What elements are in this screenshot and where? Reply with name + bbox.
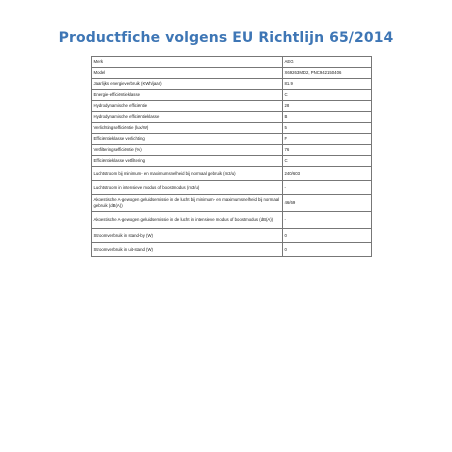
- table-row: [92, 156, 372, 167]
- table-row: [92, 123, 372, 134]
- table-row: [92, 181, 372, 195]
- table-row: [92, 212, 372, 229]
- table-row: [92, 68, 372, 79]
- row-value: 28: [283, 101, 372, 112]
- row-label: Energie-efficiëntieklasse: [92, 90, 283, 101]
- row-label: Stroomverbruik in stand-by (W): [92, 229, 283, 243]
- product-spec-table: [91, 56, 372, 257]
- row-value: X69263MD2, PNC942150406: [283, 68, 372, 79]
- row-label: Akoestische A-gewogen geluidsemissie in de lucht bij minimum- en maximumsnelheid bij normaal gebruik (dB(A)): [92, 195, 283, 212]
- table-row: [92, 167, 372, 181]
- row-value: 0: [283, 229, 372, 243]
- row-label: Hydrodynamische efficiëntieklasse: [92, 112, 283, 123]
- row-label: Luchtstroom bij minimum- en maximumsnelheid bij normaal gebruik (m3/u): [92, 167, 283, 181]
- row-value: 76: [283, 145, 372, 156]
- row-value: -: [283, 212, 372, 229]
- row-value: 0: [283, 243, 372, 257]
- table-row: [92, 79, 372, 90]
- row-label: Efficiëntieklasse verlichting: [92, 134, 283, 145]
- row-label: Efficiëntieklasse vetfiltering: [92, 156, 283, 167]
- row-label: Model: [92, 68, 283, 79]
- row-label: Luchtstroom in intensieve modus of boostmodus (m3/u): [92, 181, 283, 195]
- row-label: Hydrodynamische efficiëntie: [92, 101, 283, 112]
- table-row: [92, 112, 372, 123]
- row-label: Akoestische A-gewogen geluidsemissie in de lucht in intensieve modus of boostmodus (dB(A)): [92, 212, 283, 229]
- row-label: Verlichtingsefficiëntie (lux/W): [92, 123, 283, 134]
- row-value: C: [283, 156, 372, 167]
- table-row: [92, 243, 372, 257]
- table-row: [92, 145, 372, 156]
- page-title: Productfiche volgens EU Richtlijn 65/2014: [58, 30, 394, 46]
- row-value: AEG: [283, 57, 372, 68]
- row-label: Vetfilteringsefficiëntie (%): [92, 145, 283, 156]
- row-value: 81.9: [283, 79, 372, 90]
- table-row: [92, 195, 372, 212]
- row-label: Jaarlijks energieverbruik (KWh/jaar): [92, 79, 283, 90]
- table-row: [92, 57, 372, 68]
- row-value: 240/603: [283, 167, 372, 181]
- table-row: [92, 101, 372, 112]
- table-row: [92, 229, 372, 243]
- row-value: C: [283, 90, 372, 101]
- table-row: [92, 90, 372, 101]
- row-value: B: [283, 112, 372, 123]
- row-value: 5: [283, 123, 372, 134]
- row-value: F: [283, 134, 372, 145]
- row-label: Stroomverbruik in uit-stand (W): [92, 243, 283, 257]
- table-row: [92, 134, 372, 145]
- row-label: Merk: [92, 57, 283, 68]
- row-value: 46/69: [283, 195, 372, 212]
- row-value: -: [283, 181, 372, 195]
